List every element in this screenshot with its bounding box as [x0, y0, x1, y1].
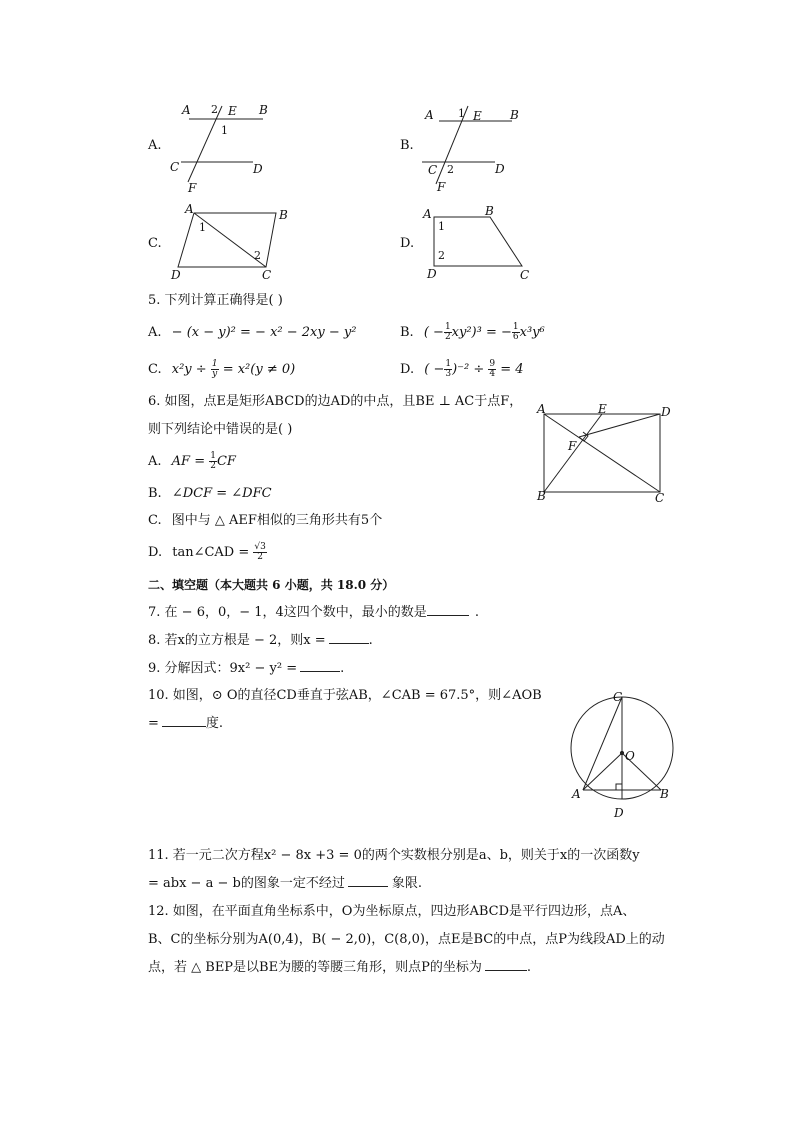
- answer-blank[interactable]: [300, 671, 340, 672]
- fraction: $\frac{1}{2}$: [210, 451, 216, 471]
- label-c: C: [428, 163, 438, 177]
- angle-1: 1: [199, 221, 206, 234]
- label-e: E: [473, 109, 482, 123]
- answer-blank[interactable]: [329, 643, 369, 644]
- q11-line1: 11. 若一元二次方程x² − 8x +3 = 0的两个实数根分别是a、b，则关于x的一次函数y: [148, 848, 640, 863]
- question-end: .: [526, 960, 531, 975]
- q10-line1: 10. 如图，⊙ O的直径CD垂直于弦AB，∠CAB = 67.5°，则∠AOB: [148, 688, 542, 703]
- answer-blank[interactable]: [162, 726, 206, 727]
- option-letter: B.: [400, 138, 414, 153]
- fraction: $\frac{√3}{2}$: [254, 542, 266, 562]
- option-text-post: = 4: [500, 362, 524, 377]
- question-text: = abx − a − b的图象一定不经过: [148, 876, 345, 891]
- q5-option-a: [148, 324, 356, 342]
- question-end: .: [340, 661, 345, 676]
- q10-line2: [148, 715, 223, 733]
- label-o: O: [625, 749, 635, 763]
- q6-option-a: [148, 452, 236, 471]
- option-letter: D.: [400, 236, 415, 251]
- label-f: F: [568, 439, 577, 453]
- label-c: C: [613, 690, 623, 704]
- q5-stem: 5. 下列计算正确得是( ): [148, 293, 283, 308]
- q5-option-c: [148, 360, 295, 379]
- q12-line3: [148, 959, 531, 977]
- question-end: .: [368, 633, 373, 648]
- option-text-pre: ( −: [424, 362, 445, 377]
- rectangle-abcd: [535, 402, 675, 502]
- label-c: C: [262, 268, 272, 282]
- question-text: 8. 若x的立方根是 − 2，则x =: [148, 633, 326, 648]
- label-a: A: [182, 103, 191, 117]
- q5-option-b: [400, 323, 545, 342]
- label-e: E: [228, 104, 237, 118]
- angle-2: 2: [254, 249, 261, 262]
- fraction: $\frac{1}{6}$: [512, 322, 519, 342]
- fraction: $\frac{1}{3}$: [445, 359, 452, 379]
- label-d: D: [171, 268, 181, 282]
- label-c: C: [655, 491, 665, 505]
- label-f: F: [437, 180, 446, 194]
- option-text-mid: xy²)³ = −: [451, 325, 512, 340]
- q6-stem-line2: 则下列结论中错误的是( ): [148, 422, 293, 437]
- label-d: D: [253, 162, 263, 176]
- option-text-pre: x²y ÷: [171, 362, 207, 377]
- option-text-mid: )⁻² ÷: [452, 362, 485, 377]
- label-f: F: [188, 181, 197, 195]
- option-text-post: = x²(y ≠ 0): [222, 362, 296, 377]
- label-d: D: [614, 806, 624, 820]
- angle-2: 2: [211, 103, 218, 116]
- option-letter: A.: [148, 454, 162, 469]
- option-text-pre: ( −: [423, 325, 444, 340]
- option-text-pre: tan∠CAD =: [172, 545, 250, 560]
- q6-option-d: [148, 543, 267, 562]
- option-letter: A.: [148, 138, 162, 153]
- option-letter: A.: [148, 325, 162, 340]
- question-9: [148, 660, 344, 678]
- answer-blank[interactable]: [427, 615, 469, 616]
- angle-2: 2: [447, 163, 454, 176]
- label-b: B: [485, 204, 494, 218]
- option-letter: D.: [148, 545, 163, 560]
- fraction: $\frac{1}{y}$: [211, 359, 218, 379]
- option-letter: C.: [148, 362, 162, 377]
- q6-stem-line1: 6. 如图，点E是矩形ABCD的边AD的中点，且BE ⊥ AC于点F，: [148, 394, 523, 409]
- q11-line2: [148, 875, 422, 893]
- angle-1: 1: [438, 220, 445, 233]
- answer-blank[interactable]: [348, 886, 388, 887]
- option-text: 图中与 △ AEF相似的三角形共有5个: [171, 513, 383, 528]
- question-end: .: [474, 605, 479, 620]
- option-letter: C.: [148, 513, 162, 528]
- fraction: $\frac{1}{2}$: [444, 322, 451, 342]
- label-d: D: [661, 405, 671, 419]
- label-b: B: [537, 489, 546, 503]
- option-text-post: CF: [216, 454, 236, 469]
- label-b: B: [279, 208, 288, 222]
- question-8: [148, 632, 373, 650]
- answer-blank[interactable]: [485, 970, 527, 971]
- label-a: A: [423, 207, 432, 221]
- option-text: ∠DCF = ∠DFC: [171, 486, 272, 501]
- label-a: A: [425, 108, 434, 122]
- angle-2: 2: [438, 249, 445, 262]
- label-b: B: [510, 108, 519, 122]
- option-letter: B.: [148, 486, 162, 501]
- section-title: 二、填空题（本大题共 6 小题，共 18.0 分）: [148, 578, 395, 592]
- q12-line2: B、C的坐标分别为A(0,4)，B( − 2,0)，C(8,0)，点E是BC的中点，点P为线段AD上的动: [148, 932, 665, 947]
- question-text: =: [148, 716, 159, 731]
- label-b: B: [259, 103, 268, 117]
- label-a: A: [572, 787, 581, 801]
- q12-line1: 12. 如图，在平面直角坐标系中，O为坐标原点，四边形ABCD是平行四边形，点A、: [148, 904, 636, 919]
- question-text: 点，若 △ BEP是以BE为腰的等腰三角形，则点P的坐标为: [148, 960, 482, 975]
- label-e: E: [598, 402, 607, 416]
- angle-1: 1: [458, 107, 465, 120]
- label-a: A: [185, 202, 194, 216]
- label-b: B: [660, 787, 669, 801]
- label-c: C: [170, 160, 180, 174]
- q6-option-c: [148, 512, 382, 530]
- option-text-pre: AF =: [171, 454, 206, 469]
- label-a: A: [537, 402, 546, 416]
- question-7: [148, 604, 479, 622]
- fraction: $\frac{9}{4}$: [489, 359, 496, 379]
- question-text: 7. 在 − 6，0，− 1，4这四个数中，最小的数是: [148, 605, 427, 620]
- label-d: D: [495, 162, 505, 176]
- question-text: 度.: [205, 716, 224, 731]
- option-letter: D.: [400, 362, 415, 377]
- option-text-post: x³y⁶: [519, 325, 545, 340]
- option-letter: B.: [400, 325, 414, 340]
- q5-option-d: [400, 360, 524, 379]
- q6-option-b: [148, 485, 272, 503]
- option-letter: C.: [148, 236, 162, 251]
- question-text: 9. 分解因式：9x² − y² =: [148, 661, 298, 676]
- angle-1: 1: [221, 124, 228, 137]
- option-text: − (x − y)² = − x² − 2xy − y²: [171, 325, 357, 340]
- label-c: C: [520, 268, 530, 282]
- question-text: 象限.: [391, 876, 422, 891]
- label-d: D: [427, 267, 437, 281]
